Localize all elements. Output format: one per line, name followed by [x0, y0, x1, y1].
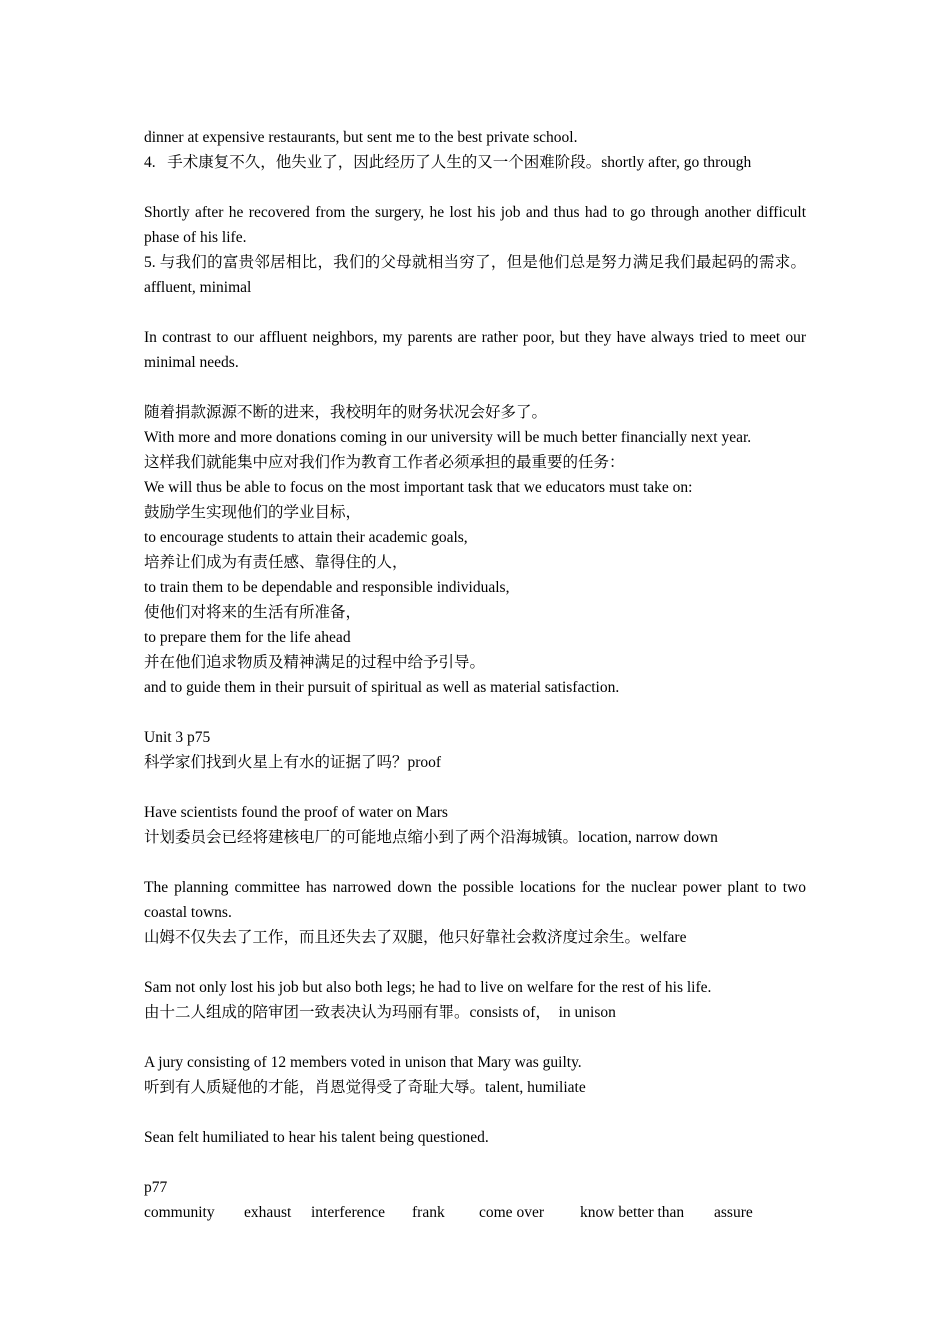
exercise-5-answer: In contrast to our affluent neighbors, my parents are rather poor, but they have always tried to meet our minimal needs.	[144, 329, 806, 371]
exercise-answer: A jury consisting of 12 members voted in unison that Mary was guilty.	[144, 1054, 582, 1071]
exercise-4-answer: Shortly after he recovered from the surgery, he lost his job and thus had to go through another difficult phase of his life.	[144, 204, 806, 246]
exercise-answer: Sean felt humiliated to hear his talent being questioned.	[144, 1129, 489, 1146]
exercise-answer: Have scientists found the proof of water on Mars	[144, 804, 448, 821]
passage-line-en: to prepare them for the life ahead	[144, 629, 351, 646]
passage-line-en: We will thus be able to focus on the most important task that we educators must take on:	[144, 479, 693, 496]
word-item: come over	[479, 1204, 544, 1221]
exercise-5-prompt: 5. 与我们的富贵邻居相比，我们的父母就相当穷了，但是他们总是努力满足我们最起码的需求。affluent, minimal	[144, 254, 806, 296]
word-item: know better than	[580, 1204, 685, 1221]
word-item: exhaust	[244, 1204, 292, 1221]
word-item: interference	[311, 1204, 385, 1221]
passage-line-en: With more and more donations coming in our university will be much better financially next year.	[144, 429, 752, 446]
passage-line-zh: 这样我们就能集中应对我们作为教育工作者必须承担的最重要的任务：	[144, 454, 625, 471]
blank-line	[144, 1100, 806, 1125]
exercise-prompt: 由十二人组成的陪审团一致表决认为玛丽有罪。consists of， in unison	[144, 1004, 616, 1021]
exercise-answer: The planning committee has narrowed down the possible locations for the nuclear power plant to two coastal towns.	[144, 879, 806, 921]
word-item: assure	[714, 1204, 753, 1221]
blank-line	[144, 950, 806, 975]
passage-line-en: to encourage students to attain their academic goals,	[144, 529, 468, 546]
blank-line	[144, 175, 806, 200]
word-item: community	[144, 1204, 215, 1221]
blank-line	[144, 375, 806, 400]
passage-line-zh: 使他们对将来的生活有所准备，	[144, 604, 362, 621]
blank-line	[144, 1150, 806, 1175]
passage-line-en: to train them to be dependable and responsible individuals,	[144, 579, 510, 596]
section-heading: Unit 3 p75	[144, 729, 211, 746]
blank-line	[144, 775, 806, 800]
exercise-prompt: 山姆不仅失去了工作，而且还失去了双腿，他只好靠社会救济度过余生。welfare	[144, 929, 687, 946]
document-body	[144, 125, 806, 1225]
exercise-answer: Sam not only lost his job but also both legs; he had to live on welfare for the rest of his life.	[144, 979, 712, 996]
blank-line	[144, 850, 806, 875]
passage-line-zh: 培养让们成为有责任感、靠得住的人，	[144, 554, 408, 571]
passage-line-zh: 并在他们追求物质及精神满足的过程中给予引导。	[144, 654, 486, 671]
exercise-prompt: 听到有人质疑他的才能，肖恩觉得受了奇耻大辱。talent, humiliate	[144, 1079, 586, 1096]
blank-line	[144, 300, 806, 325]
exercise-4-prompt: 4. 手术康复不久，他失业了，因此经历了人生的又一个困难阶段。shortly after, go through	[144, 154, 752, 171]
text-line: dinner at expensive restaurants, but sent me to the best private school.	[144, 129, 578, 146]
blank-line	[144, 1025, 806, 1050]
passage-line-zh: 随着捐款源源不断的进来，我校明年的财务状况会好多了。	[144, 404, 548, 421]
exercise-prompt: 科学家们找到火星上有水的证据了吗？proof	[144, 754, 442, 771]
page-reference: p77	[144, 1179, 168, 1196]
blank-line	[144, 700, 806, 725]
passage-line-en: and to guide them in their pursuit of spiritual as well as material satisfaction.	[144, 679, 620, 696]
word-list	[144, 1200, 806, 1225]
passage-line-zh: 鼓励学生实现他们的学业目标，	[144, 504, 362, 521]
word-item: frank	[412, 1204, 445, 1221]
exercise-prompt: 计划委员会已经将建核电厂的可能地点缩小到了两个沿海城镇。location, narrow down	[144, 829, 718, 846]
